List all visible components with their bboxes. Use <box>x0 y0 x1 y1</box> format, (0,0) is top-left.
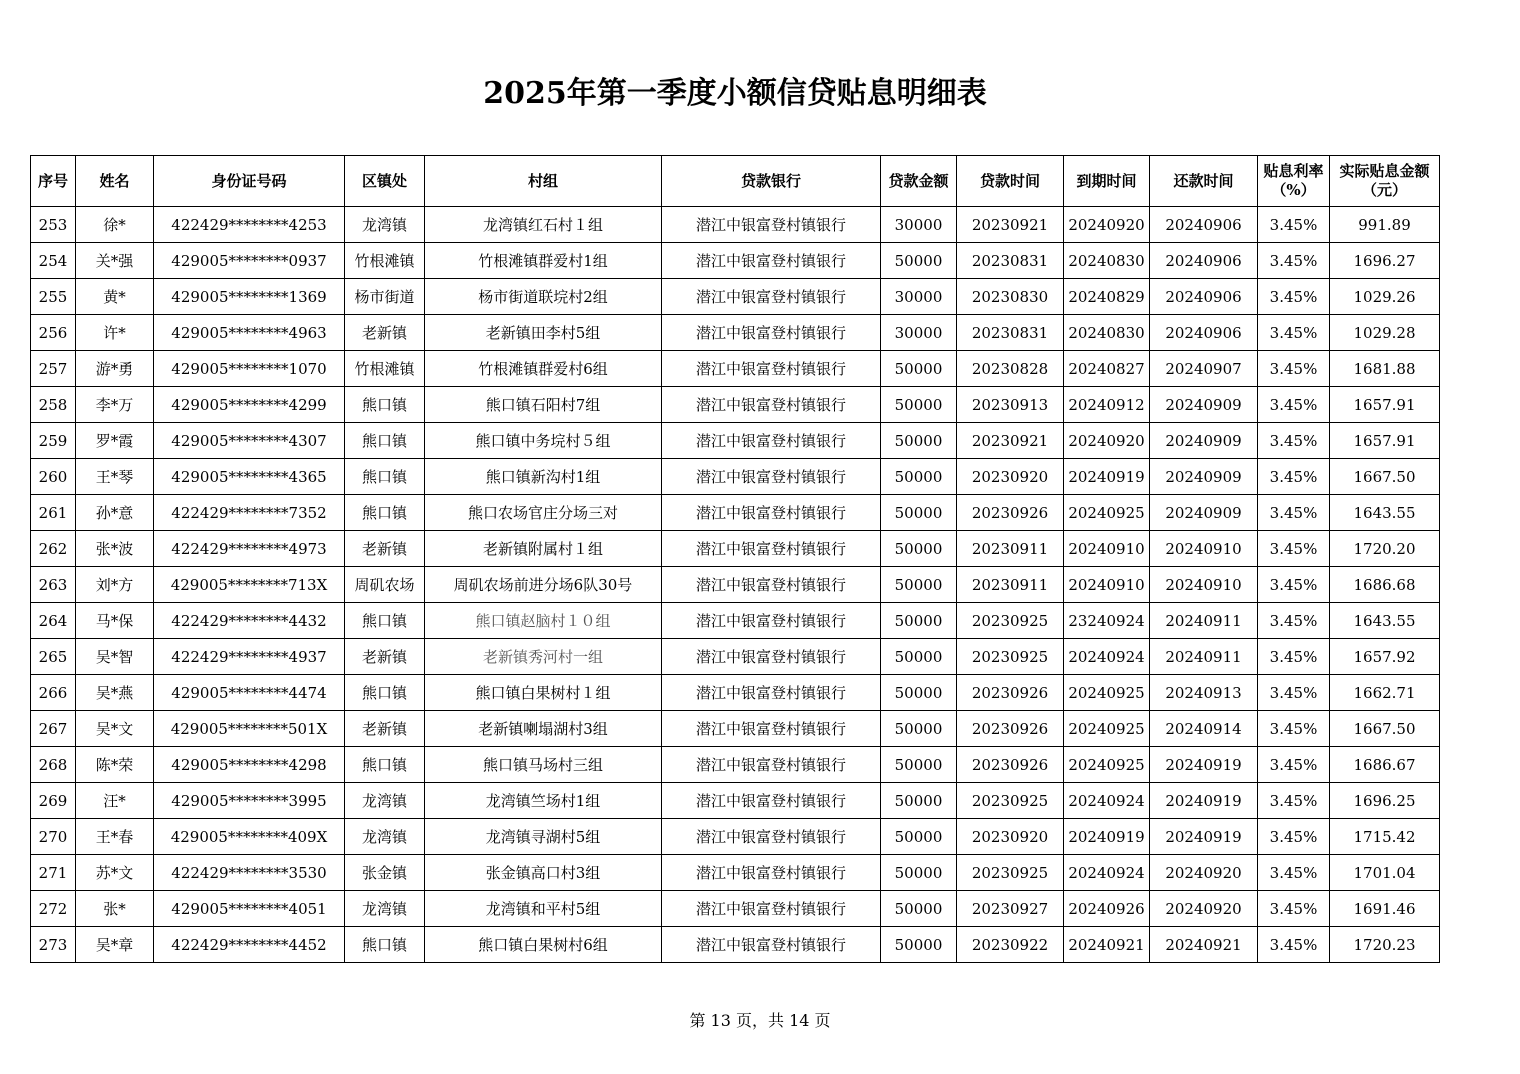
cell-id-number: 429005********4051 <box>154 891 345 927</box>
table-row <box>31 387 1440 423</box>
table-row <box>31 783 1440 819</box>
cell-loan-date: 20230830 <box>957 279 1064 315</box>
cell-repay-date: 20240909 <box>1150 423 1258 459</box>
cell-rate: 3.45% <box>1258 351 1330 387</box>
cell-name: 吴*智 <box>76 639 154 675</box>
cell-bank: 潜江中银富登村镇银行 <box>662 495 881 531</box>
cell-rate: 3.45% <box>1258 387 1330 423</box>
cell-name: 张*波 <box>76 531 154 567</box>
cell-due-date: 20240919 <box>1064 459 1150 495</box>
table-row <box>31 639 1440 675</box>
cell-actual-amount: 1667.50 <box>1330 459 1440 495</box>
table-row <box>31 243 1440 279</box>
cell-name: 关*强 <box>76 243 154 279</box>
cell-rate: 3.45% <box>1258 207 1330 243</box>
cell-id-number: 429005********4299 <box>154 387 345 423</box>
cell-seq: 267 <box>31 711 76 747</box>
cell-bank: 潜江中银富登村镇银行 <box>662 711 881 747</box>
cell-name: 李*万 <box>76 387 154 423</box>
cell-due-date: 20240924 <box>1064 639 1150 675</box>
table-row <box>31 675 1440 711</box>
cell-id-number: 429005********713X <box>154 567 345 603</box>
cell-loan-date: 20230925 <box>957 855 1064 891</box>
cell-bank: 潜江中银富登村镇银行 <box>662 315 881 351</box>
cell-id-number: 429005********1070 <box>154 351 345 387</box>
cell-due-date: 20240910 <box>1064 531 1150 567</box>
cell-amount: 50000 <box>881 459 957 495</box>
cell-id-number: 429005********0937 <box>154 243 345 279</box>
cell-actual-amount: 1691.46 <box>1330 891 1440 927</box>
cell-district: 龙湾镇 <box>345 819 425 855</box>
page-number: 第 13 页，共 14 页 <box>689 1011 831 1030</box>
cell-seq: 269 <box>31 783 76 819</box>
table-row <box>31 495 1440 531</box>
cell-actual-amount: 1643.55 <box>1330 495 1440 531</box>
cell-loan-date: 20230925 <box>957 603 1064 639</box>
cell-rate: 3.45% <box>1258 855 1330 891</box>
cell-seq: 258 <box>31 387 76 423</box>
cell-id-number: 429005********4307 <box>154 423 345 459</box>
cell-seq: 256 <box>31 315 76 351</box>
cell-seq: 266 <box>31 675 76 711</box>
header-id: 身份证号码 <box>154 156 345 207</box>
cell-name: 张* <box>76 891 154 927</box>
header-actual: 实际贴息金额（元） <box>1330 156 1440 207</box>
cell-amount: 30000 <box>881 279 957 315</box>
cell-rate: 3.45% <box>1258 747 1330 783</box>
cell-id-number: 422429********3530 <box>154 855 345 891</box>
cell-name: 马*保 <box>76 603 154 639</box>
cell-amount: 50000 <box>881 423 957 459</box>
cell-due-date: 23240924 <box>1064 603 1150 639</box>
cell-village: 熊口农场官庄分场三对 <box>425 495 662 531</box>
cell-name: 王*春 <box>76 819 154 855</box>
cell-bank: 潜江中银富登村镇银行 <box>662 639 881 675</box>
cell-name: 许* <box>76 315 154 351</box>
subsidy-table <box>30 155 1440 963</box>
cell-village: 熊口镇赵脑村１０组 <box>425 603 662 639</box>
cell-repay-date: 20240919 <box>1150 747 1258 783</box>
cell-due-date: 20240925 <box>1064 495 1150 531</box>
cell-village: 周矶农场前进分场6队30号 <box>425 567 662 603</box>
cell-seq: 273 <box>31 927 76 963</box>
cell-rate: 3.45% <box>1258 495 1330 531</box>
table-row <box>31 855 1440 891</box>
cell-due-date: 20240926 <box>1064 891 1150 927</box>
cell-due-date: 20240827 <box>1064 351 1150 387</box>
cell-amount: 50000 <box>881 639 957 675</box>
cell-amount: 30000 <box>881 207 957 243</box>
cell-loan-date: 20230925 <box>957 639 1064 675</box>
cell-id-number: 422429********4253 <box>154 207 345 243</box>
cell-id-number: 422429********4452 <box>154 927 345 963</box>
cell-repay-date: 20240909 <box>1150 495 1258 531</box>
cell-district: 熊口镇 <box>345 387 425 423</box>
cell-bank: 潜江中银富登村镇银行 <box>662 459 881 495</box>
cell-bank: 潜江中银富登村镇银行 <box>662 675 881 711</box>
cell-rate: 3.45% <box>1258 639 1330 675</box>
cell-village: 竹根滩镇群爱村6组 <box>425 351 662 387</box>
cell-village: 竹根滩镇群爱村1组 <box>425 243 662 279</box>
cell-district: 老新镇 <box>345 315 425 351</box>
cell-village: 熊口镇白果树村6组 <box>425 927 662 963</box>
cell-bank: 潜江中银富登村镇银行 <box>662 351 881 387</box>
cell-due-date: 20240920 <box>1064 423 1150 459</box>
cell-seq: 264 <box>31 603 76 639</box>
cell-loan-date: 20230925 <box>957 783 1064 819</box>
cell-bank: 潜江中银富登村镇银行 <box>662 603 881 639</box>
header-rate: 贴息利率（%） <box>1258 156 1330 207</box>
cell-amount: 50000 <box>881 243 957 279</box>
cell-id-number: 429005********4298 <box>154 747 345 783</box>
cell-rate: 3.45% <box>1258 423 1330 459</box>
cell-rate: 3.45% <box>1258 243 1330 279</box>
table-row <box>31 603 1440 639</box>
cell-name: 徐* <box>76 207 154 243</box>
cell-repay-date: 20240910 <box>1150 531 1258 567</box>
cell-repay-date: 20240906 <box>1150 207 1258 243</box>
cell-bank: 潜江中银富登村镇银行 <box>662 927 881 963</box>
cell-seq: 270 <box>31 819 76 855</box>
cell-due-date: 20240925 <box>1064 747 1150 783</box>
cell-seq: 265 <box>31 639 76 675</box>
cell-id-number: 429005********4474 <box>154 675 345 711</box>
cell-amount: 50000 <box>881 711 957 747</box>
cell-seq: 253 <box>31 207 76 243</box>
cell-loan-date: 20230831 <box>957 315 1064 351</box>
cell-due-date: 20240924 <box>1064 783 1150 819</box>
cell-village: 张金镇高口村3组 <box>425 855 662 891</box>
cell-name: 游*勇 <box>76 351 154 387</box>
cell-name: 吴*燕 <box>76 675 154 711</box>
cell-bank: 潜江中银富登村镇银行 <box>662 243 881 279</box>
cell-district: 龙湾镇 <box>345 891 425 927</box>
cell-bank: 潜江中银富登村镇银行 <box>662 279 881 315</box>
cell-actual-amount: 1657.91 <box>1330 387 1440 423</box>
cell-loan-date: 20230920 <box>957 819 1064 855</box>
cell-amount: 50000 <box>881 603 957 639</box>
cell-loan-date: 20230911 <box>957 531 1064 567</box>
cell-actual-amount: 1657.92 <box>1330 639 1440 675</box>
cell-seq: 263 <box>31 567 76 603</box>
table-row <box>31 315 1440 351</box>
cell-district: 熊口镇 <box>345 423 425 459</box>
cell-id-number: 429005********3995 <box>154 783 345 819</box>
cell-rate: 3.45% <box>1258 279 1330 315</box>
cell-actual-amount: 1029.28 <box>1330 315 1440 351</box>
cell-actual-amount: 1643.55 <box>1330 603 1440 639</box>
cell-id-number: 429005********409X <box>154 819 345 855</box>
cell-loan-date: 20230920 <box>957 459 1064 495</box>
cell-name: 陈*荣 <box>76 747 154 783</box>
cell-bank: 潜江中银富登村镇银行 <box>662 567 881 603</box>
cell-loan-date: 20230927 <box>957 891 1064 927</box>
cell-seq: 261 <box>31 495 76 531</box>
cell-repay-date: 20240913 <box>1150 675 1258 711</box>
cell-actual-amount: 1662.71 <box>1330 675 1440 711</box>
cell-loan-date: 20230922 <box>957 927 1064 963</box>
cell-repay-date: 20240920 <box>1150 855 1258 891</box>
cell-due-date: 20240919 <box>1064 819 1150 855</box>
cell-repay-date: 20240919 <box>1150 819 1258 855</box>
cell-id-number: 422429********4937 <box>154 639 345 675</box>
cell-district: 周矶农场 <box>345 567 425 603</box>
cell-district: 熊口镇 <box>345 603 425 639</box>
cell-bank: 潜江中银富登村镇银行 <box>662 855 881 891</box>
cell-actual-amount: 1696.27 <box>1330 243 1440 279</box>
cell-repay-date: 20240910 <box>1150 567 1258 603</box>
cell-loan-date: 20230926 <box>957 675 1064 711</box>
cell-repay-date: 20240920 <box>1150 891 1258 927</box>
cell-id-number: 429005********501X <box>154 711 345 747</box>
cell-rate: 3.45% <box>1258 531 1330 567</box>
header-due-date: 到期时间 <box>1064 156 1150 207</box>
table-row <box>31 207 1440 243</box>
cell-repay-date: 20240909 <box>1150 459 1258 495</box>
cell-rate: 3.45% <box>1258 891 1330 927</box>
cell-repay-date: 20240911 <box>1150 603 1258 639</box>
cell-village: 熊口镇中务垸村５组 <box>425 423 662 459</box>
cell-name: 刘*方 <box>76 567 154 603</box>
cell-rate: 3.45% <box>1258 675 1330 711</box>
cell-repay-date: 20240909 <box>1150 387 1258 423</box>
cell-village: 老新镇秀河村一组 <box>425 639 662 675</box>
cell-due-date: 20240830 <box>1064 243 1150 279</box>
cell-amount: 50000 <box>881 531 957 567</box>
cell-actual-amount: 1686.68 <box>1330 567 1440 603</box>
cell-village: 熊口镇白果树村１组 <box>425 675 662 711</box>
table-row <box>31 747 1440 783</box>
cell-due-date: 20240912 <box>1064 387 1150 423</box>
table-row <box>31 279 1440 315</box>
cell-repay-date: 20240906 <box>1150 243 1258 279</box>
cell-amount: 50000 <box>881 675 957 711</box>
cell-amount: 50000 <box>881 495 957 531</box>
cell-loan-date: 20230911 <box>957 567 1064 603</box>
cell-amount: 30000 <box>881 315 957 351</box>
cell-village: 龙湾镇竺场村1组 <box>425 783 662 819</box>
header-amount: 贷款金额 <box>881 156 957 207</box>
cell-actual-amount: 991.89 <box>1330 207 1440 243</box>
cell-due-date: 20240925 <box>1064 675 1150 711</box>
cell-village: 龙湾镇寻湖村5组 <box>425 819 662 855</box>
cell-id-number: 422429********7352 <box>154 495 345 531</box>
cell-bank: 潜江中银富登村镇银行 <box>662 423 881 459</box>
cell-district: 熊口镇 <box>345 675 425 711</box>
cell-amount: 50000 <box>881 783 957 819</box>
cell-seq: 268 <box>31 747 76 783</box>
cell-amount: 50000 <box>881 891 957 927</box>
cell-village: 杨市街道联垸村2组 <box>425 279 662 315</box>
cell-actual-amount: 1720.23 <box>1330 927 1440 963</box>
cell-repay-date: 20240911 <box>1150 639 1258 675</box>
cell-name: 汪* <box>76 783 154 819</box>
table-row <box>31 351 1440 387</box>
cell-id-number: 429005********4365 <box>154 459 345 495</box>
cell-village: 老新镇喇塌湖村3组 <box>425 711 662 747</box>
cell-district: 杨市街道 <box>345 279 425 315</box>
cell-actual-amount: 1681.88 <box>1330 351 1440 387</box>
cell-district: 张金镇 <box>345 855 425 891</box>
cell-seq: 257 <box>31 351 76 387</box>
cell-repay-date: 20240906 <box>1150 315 1258 351</box>
header-repay-date: 还款时间 <box>1150 156 1258 207</box>
cell-amount: 50000 <box>881 927 957 963</box>
cell-rate: 3.45% <box>1258 603 1330 639</box>
header-bank: 贷款银行 <box>662 156 881 207</box>
cell-bank: 潜江中银富登村镇银行 <box>662 531 881 567</box>
cell-district: 熊口镇 <box>345 459 425 495</box>
cell-loan-date: 20230926 <box>957 711 1064 747</box>
cell-actual-amount: 1701.04 <box>1330 855 1440 891</box>
cell-loan-date: 20230831 <box>957 243 1064 279</box>
cell-id-number: 429005********1369 <box>154 279 345 315</box>
cell-seq: 262 <box>31 531 76 567</box>
cell-name: 孙*意 <box>76 495 154 531</box>
cell-seq: 259 <box>31 423 76 459</box>
cell-amount: 50000 <box>881 351 957 387</box>
cell-actual-amount: 1720.20 <box>1330 531 1440 567</box>
cell-due-date: 20240920 <box>1064 207 1150 243</box>
cell-loan-date: 20230921 <box>957 423 1064 459</box>
cell-village: 龙湾镇和平村5组 <box>425 891 662 927</box>
header-village: 村组 <box>425 156 662 207</box>
cell-repay-date: 20240919 <box>1150 783 1258 819</box>
cell-loan-date: 20230828 <box>957 351 1064 387</box>
cell-name: 苏*文 <box>76 855 154 891</box>
cell-district: 老新镇 <box>345 639 425 675</box>
cell-village: 熊口镇新沟村1组 <box>425 459 662 495</box>
cell-rate: 3.45% <box>1258 567 1330 603</box>
cell-name: 吴*章 <box>76 927 154 963</box>
table-row <box>31 891 1440 927</box>
cell-actual-amount: 1667.50 <box>1330 711 1440 747</box>
table-row <box>31 423 1440 459</box>
cell-repay-date: 20240907 <box>1150 351 1258 387</box>
cell-bank: 潜江中银富登村镇银行 <box>662 783 881 819</box>
cell-amount: 50000 <box>881 747 957 783</box>
header-loan-date: 贷款时间 <box>957 156 1064 207</box>
cell-actual-amount: 1657.91 <box>1330 423 1440 459</box>
header-name: 姓名 <box>76 156 154 207</box>
cell-id-number: 429005********4963 <box>154 315 345 351</box>
cell-name: 黄* <box>76 279 154 315</box>
header-seq: 序号 <box>31 156 76 207</box>
cell-rate: 3.45% <box>1258 459 1330 495</box>
cell-loan-date: 20230926 <box>957 747 1064 783</box>
cell-bank: 潜江中银富登村镇银行 <box>662 891 881 927</box>
table-row <box>31 459 1440 495</box>
table-body <box>31 207 1440 963</box>
cell-district: 熊口镇 <box>345 747 425 783</box>
table-row <box>31 531 1440 567</box>
cell-actual-amount: 1696.25 <box>1330 783 1440 819</box>
cell-repay-date: 20240921 <box>1150 927 1258 963</box>
cell-amount: 50000 <box>881 567 957 603</box>
cell-district: 老新镇 <box>345 711 425 747</box>
cell-repay-date: 20240906 <box>1150 279 1258 315</box>
header-district: 区镇处 <box>345 156 425 207</box>
cell-due-date: 20240925 <box>1064 711 1150 747</box>
cell-district: 龙湾镇 <box>345 207 425 243</box>
cell-actual-amount: 1715.42 <box>1330 819 1440 855</box>
table-header-row <box>31 156 1440 207</box>
cell-seq: 255 <box>31 279 76 315</box>
cell-due-date: 20240921 <box>1064 927 1150 963</box>
cell-bank: 潜江中银富登村镇银行 <box>662 207 881 243</box>
cell-actual-amount: 1686.67 <box>1330 747 1440 783</box>
table-row <box>31 711 1440 747</box>
cell-id-number: 422429********4432 <box>154 603 345 639</box>
cell-village: 老新镇田李村5组 <box>425 315 662 351</box>
cell-village: 老新镇附属村１组 <box>425 531 662 567</box>
cell-amount: 50000 <box>881 855 957 891</box>
cell-village: 熊口镇石阳村7组 <box>425 387 662 423</box>
cell-rate: 3.45% <box>1258 783 1330 819</box>
cell-seq: 272 <box>31 891 76 927</box>
table-row <box>31 567 1440 603</box>
cell-bank: 潜江中银富登村镇银行 <box>662 819 881 855</box>
cell-rate: 3.45% <box>1258 711 1330 747</box>
cell-amount: 50000 <box>881 387 957 423</box>
cell-loan-date: 20230926 <box>957 495 1064 531</box>
cell-amount: 50000 <box>881 819 957 855</box>
table-row <box>31 819 1440 855</box>
cell-due-date: 20240924 <box>1064 855 1150 891</box>
cell-bank: 潜江中银富登村镇银行 <box>662 387 881 423</box>
cell-rate: 3.45% <box>1258 819 1330 855</box>
cell-district: 竹根滩镇 <box>345 243 425 279</box>
cell-seq: 271 <box>31 855 76 891</box>
cell-bank: 潜江中银富登村镇银行 <box>662 747 881 783</box>
cell-district: 竹根滩镇 <box>345 351 425 387</box>
cell-due-date: 20240830 <box>1064 315 1150 351</box>
cell-village: 熊口镇马场村三组 <box>425 747 662 783</box>
cell-name: 罗*霞 <box>76 423 154 459</box>
cell-district: 龙湾镇 <box>345 783 425 819</box>
cell-rate: 3.45% <box>1258 927 1330 963</box>
cell-district: 老新镇 <box>345 531 425 567</box>
cell-due-date: 20240829 <box>1064 279 1150 315</box>
cell-due-date: 20240910 <box>1064 567 1150 603</box>
cell-village: 龙湾镇红石村１组 <box>425 207 662 243</box>
cell-district: 熊口镇 <box>345 927 425 963</box>
cell-actual-amount: 1029.26 <box>1330 279 1440 315</box>
cell-name: 王*琴 <box>76 459 154 495</box>
cell-rate: 3.45% <box>1258 315 1330 351</box>
cell-district: 熊口镇 <box>345 495 425 531</box>
table-row <box>31 927 1440 963</box>
cell-name: 吴*文 <box>76 711 154 747</box>
cell-repay-date: 20240914 <box>1150 711 1258 747</box>
cell-id-number: 422429********4973 <box>154 531 345 567</box>
cell-loan-date: 20230913 <box>957 387 1064 423</box>
page-title: 2025年第一季度小额信贷贴息明细表 <box>483 76 987 111</box>
cell-seq: 254 <box>31 243 76 279</box>
cell-loan-date: 20230921 <box>957 207 1064 243</box>
cell-seq: 260 <box>31 459 76 495</box>
